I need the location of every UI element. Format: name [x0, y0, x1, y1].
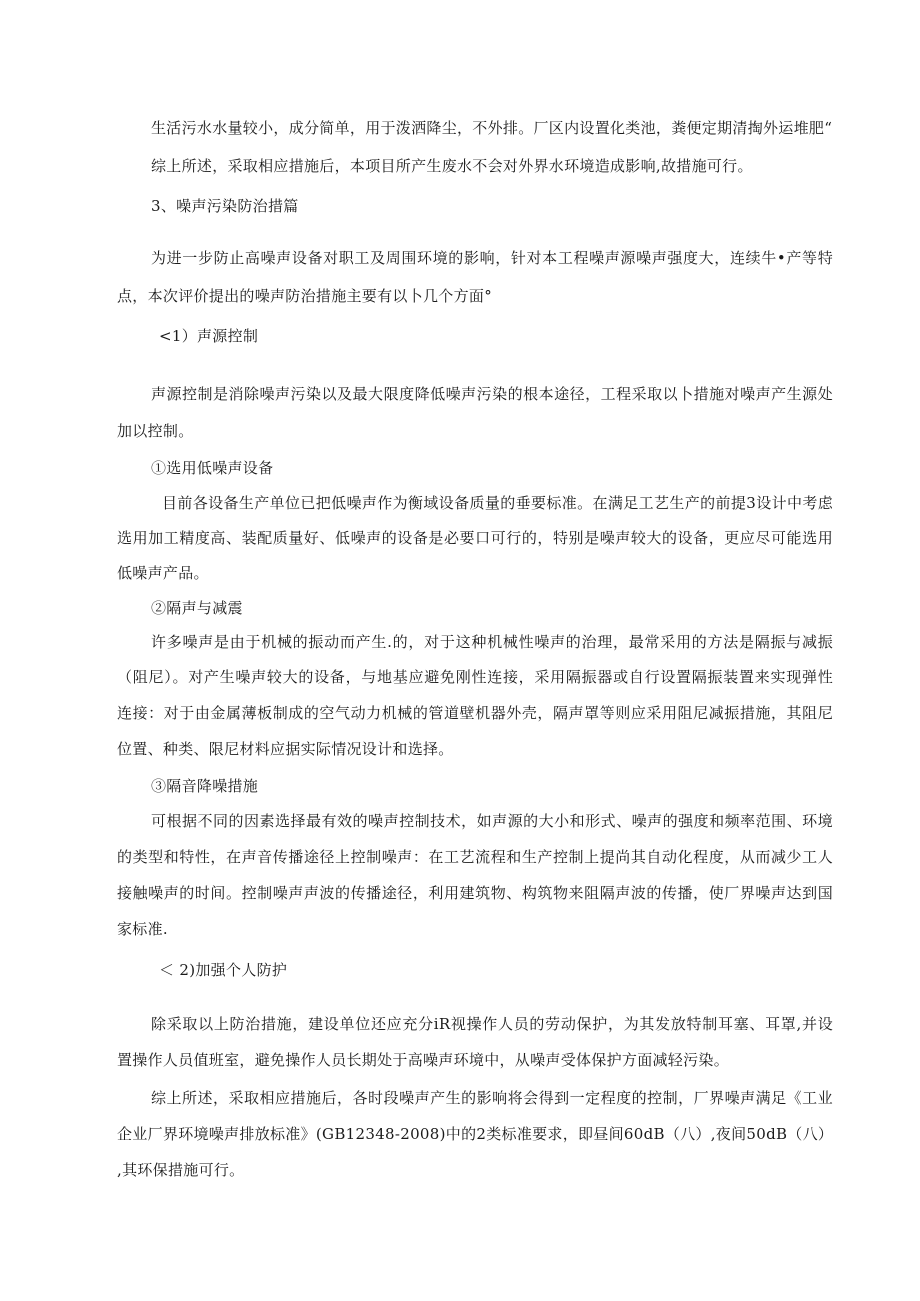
- paragraph-line: （阻尼）。对产生噪声较大的设备，与地基应避免刚性连接，采用隔振器或自行设置隔振装置来实现弹性: [117, 668, 833, 686]
- subheading-2: ＜ 2)加强个人防护: [159, 961, 288, 979]
- paragraph-line: 除采取以上防治措施，建设单位还应充分iR视操作人员的劳动保护，为其发放特制耳塞、耳罩,并设: [151, 1015, 833, 1033]
- subheading-1: <1）声源控制: [159, 327, 259, 345]
- paragraph-line: 家标准.: [117, 920, 168, 938]
- paragraph-line: 连接：对于由金属薄板制成的空气动力机械的管道壁机器外壳，隔声罩等则应采用阻尼减振措施，其阻尼: [117, 704, 833, 722]
- paragraph-line: 置操作人员值班室，避免操作人员长期处于高噪声环境中，从噪声受体保护方面减轻污染。: [117, 1051, 730, 1069]
- paragraph-line: 接触噪声的时间。控制噪声声波的传播途径，利用建筑物、构筑物来阻隔声波的传播，使厂界噪声达到国: [117, 884, 833, 902]
- list-item-heading: ③隔音降噪措施: [151, 777, 259, 795]
- paragraph-line: 生活污水水量较小，成分简单，用于泼洒降尘，不外排。厂区内设置化类池，粪便定期清掏外运堆肥“: [151, 119, 833, 137]
- paragraph-line: 许多噪声是由于机械的振动而产生.的，对于这种机械性噪声的治理，最常采用的方法是隔振与减振: [151, 633, 833, 651]
- paragraph-line: 低噪声产品。: [117, 564, 209, 582]
- paragraph-line: 位置、种类、限尼材料应据实际情况设计和选择。: [117, 740, 454, 758]
- list-item-heading: ②隔声与减震: [151, 599, 243, 617]
- paragraph-line: 选用加工精度高、装配质量好、低噪声的设备是必要口可行的，特别是噪声较大的设备，更应尽可能选用: [117, 529, 833, 547]
- paragraph-line: ,其环保措施可行。: [117, 1161, 245, 1179]
- paragraph-line: 为进一步防止高噪声设备对职工及周围环境的影响，针对本工程噪声源噪声强度大，连续牛•产等特: [151, 249, 833, 267]
- list-item-heading: ①选用低噪声设备: [151, 459, 274, 477]
- paragraph-line: 的类型和特性，在声音传播途径上控制噪声：在工艺流程和生产控制上提尚其自动化程度，从而减少工人: [117, 848, 833, 866]
- paragraph-line: 企业厂界环境噪声排放标准》(GB12348-2008)中的2类标准要求，即昼间60dB（八）,夜间50dB（八）: [117, 1125, 834, 1143]
- paragraph-line: 点，本次评价提出的噪声防治措施主要有以卜几个方面°: [117, 287, 493, 305]
- paragraph-line: 声源控制是消除噪声污染以及最大限度降低噪声污染的根本途径，工程采取以卜措施对噪声产生源处: [151, 385, 833, 403]
- paragraph-line: 目前各设备生产单位已把低噪声作为衡域设备质量的垂要标准。在满足工艺生产的前提3设计中考虑: [162, 494, 833, 512]
- section-heading-3: 3、噪声污染防治措篇: [151, 197, 299, 215]
- paragraph-line: 加以控制。: [117, 422, 194, 440]
- paragraph-line: 可根据不同的因素选择最有效的噪声控制技术，如声源的大小和形式、噪声的强度和频率范围、环境: [151, 812, 833, 830]
- paragraph-line: 综上所述，采取相应措施后，本项目所产生废水不会对外界水环境造成影响,故措施可行。: [151, 157, 753, 175]
- paragraph-line: 综上所述，采取相应措施后，各时段噪声产生的影响将会得到一定程度的控制，厂界噪声满足《工业: [151, 1089, 833, 1107]
